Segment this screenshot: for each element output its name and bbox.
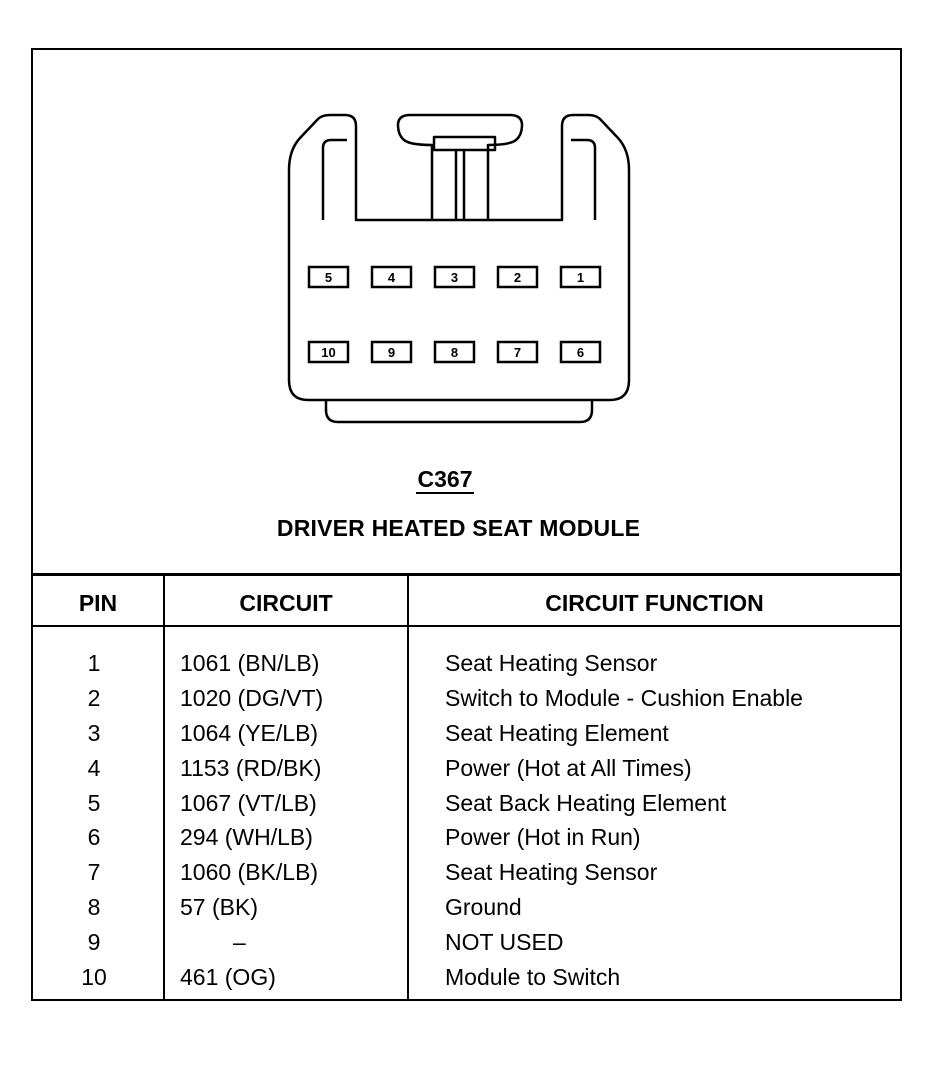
header-circuit-function: CIRCUIT FUNCTION (545, 590, 764, 616)
table-row (33, 890, 901, 925)
circuit-function: Seat Back Heating Element (445, 789, 727, 816)
circuit-code: 1020 (DG/VT) (180, 684, 324, 711)
lock-tab (434, 137, 495, 150)
pin-number: 3 (87, 719, 101, 746)
pinout-table-body (33, 646, 901, 995)
table-row (33, 820, 901, 855)
table-top-border (31, 573, 902, 576)
circuit-code: 57 (BK) (180, 894, 258, 921)
circuit-function: Seat Heating Element (445, 719, 669, 746)
circuit-code: 1067 (VT/LB) (180, 789, 317, 816)
table-header-border (31, 625, 902, 627)
circuit-function: Seat Heating Sensor (445, 859, 658, 886)
circuit-function: Module to Switch (445, 964, 621, 991)
circuit-code: 1061 (BN/LB) (180, 650, 320, 676)
left-latch (323, 140, 347, 220)
pin-cavity-label: 2 (513, 270, 522, 285)
pin-cavity-label: 7 (513, 345, 522, 360)
circuit-code: 1060 (BK/LB) (180, 859, 319, 886)
header-circuit: CIRCUIT (239, 590, 333, 616)
table-row (33, 786, 901, 821)
pin-cavity-label: 10 (321, 345, 336, 360)
pin-number: 4 (87, 754, 101, 781)
right-latch (571, 140, 595, 220)
pin-number: 7 (87, 859, 101, 886)
circuit-function: Power (Hot at All Times) (445, 754, 692, 781)
circuit-function: Switch to Module - Cushion Enable (445, 684, 803, 711)
header-pin: PIN (78, 590, 118, 616)
circuit-code: – (233, 929, 246, 956)
pin-number: 9 (87, 929, 101, 956)
pin-cavity-label: 5 (324, 270, 333, 285)
pin-number: 6 (87, 824, 101, 851)
table-row (33, 716, 901, 751)
pin-number: 2 (87, 684, 101, 711)
circuit-code: 294 (WH/LB) (180, 824, 313, 851)
table-row (33, 681, 901, 716)
pin-number: 8 (87, 894, 101, 921)
circuit-function: Power (Hot in Run) (445, 824, 641, 851)
pin-cavity-label: 8 (450, 345, 459, 360)
connector-drawing (0, 0, 930, 460)
table-row (33, 925, 901, 960)
table-row (33, 646, 901, 681)
table-row (33, 960, 901, 995)
pin-number: 1 (87, 650, 101, 676)
circuit-code: 461 (OG) (180, 964, 276, 991)
circuit-code: 1153 (RD/BK) (180, 754, 322, 781)
circuit-code: 1064 (YE/LB) (180, 719, 319, 746)
table-row (33, 751, 901, 786)
connector-name: DRIVER HEATED SEAT MODULE (276, 515, 641, 541)
pin-cavity-label: 1 (576, 270, 585, 285)
pin-cavity-label: 9 (387, 345, 396, 360)
circuit-function: Seat Heating Sensor (445, 650, 658, 676)
circuit-function: Ground (445, 894, 522, 921)
circuit-function: NOT USED (445, 929, 564, 956)
table-row (33, 855, 901, 890)
pin-cavity-label: 4 (387, 270, 396, 285)
center-key (398, 115, 522, 220)
bottom-rail (326, 400, 592, 422)
connector-id: C367 (417, 466, 473, 492)
pin-number: 5 (87, 789, 101, 816)
pin-number: 10 (81, 964, 107, 991)
pin-cavity-label: 6 (576, 345, 585, 360)
pin-cavity-label: 3 (450, 270, 459, 285)
